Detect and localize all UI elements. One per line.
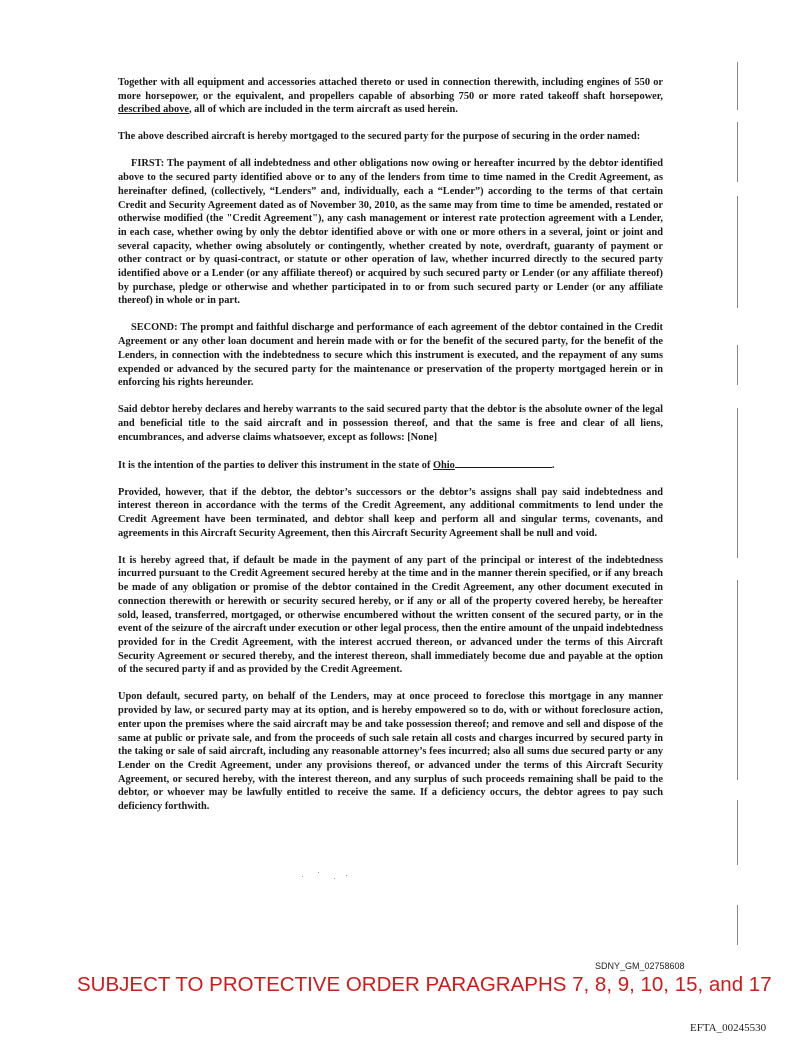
document-body [118,76,663,827]
bates-number: SDNY_GM_02758608 [595,961,685,971]
scan-speck [346,875,347,876]
paragraph-state-of-delivery: It is the intention of the parties to deliver this instrument in the state of Ohio . [118,459,555,471]
blank-fill-line [455,458,552,468]
scan-edge-mark [737,905,738,945]
scan-edge-mark [737,580,738,780]
scan-speck [302,876,303,877]
paragraph-proviso: Provided, however, that if the debtor, the debtor’s successors or the debtor’s assigns shall pay said indebtedness and interest thereon in accordance with the terms of the Credit Agreement, any additional commitments to lend under the Credit Agreement have been terminated, and debtor shall keep and perform all and singular terms, covenants, and agreements in this Aircraft Security Agreement, then this Aircraft Security Agreement shall be null and void. [118,486,663,539]
scan-edge-mark [737,196,738,308]
underlined-phrase: described above [118,104,189,116]
paragraph-second: SECOND: The prompt and faithful discharge and performance of each agreement of the debtor contained in the Credit Agreement or any other loan document and herein made with or for the benefit of the secured party, for the benefit of the Lenders, in connection with the indebtedness to secure which this instrument is executed, and the repayment of any sums expended or advanced by the secured party for the maintenance or preservation of the property mortgaged herein or in enforcing his rights hereunder. [118,322,663,389]
paragraph-default: It is hereby agreed that, if default be made in the payment of any part of the principal or interest of the indebtedness incurred pursuant to the Credit Agreement secured hereby at the time and in the manner therein specified, or if any breach be made of any obligation or promise of the debtor contained in the Credit Agreement, any other document executed in connection therewith or herewith or security secured hereby, or if any or all of the property covered hereby, be hereafter sold, leased, transferred, mortgaged, or otherwise encumbered without the written consent of the secured party, or in the event of the seizure of the aircraft under execution or other legal process, then the entire amount of the unpaid indebtedness provided for in the Credit Agreement, with the interest accrued thereon, or advanced under the terms of this Aircraft Security Agreement or secured thereby, and the interest thereon, shall immediately become due and payable at the option of the secured party if and as provided by the Credit Agreement. [118,554,663,676]
protective-order-stamp: SUBJECT TO PROTECTIVE ORDER PARAGRAPHS 7, 8, 9, 10, 15, and 17 [77,973,772,996]
paragraph-warranty: Said debtor hereby declares and hereby warrants to the said secured party that the debtor is the absolute owner of the legal and beneficial title to the said aircraft and in possession thereof, and that the same is free and clear of all liens, encumbrances, and adverse claims whatsoever, except as follows: [None] [118,404,663,443]
scan-speck [334,878,335,879]
scan-edge-mark [737,122,738,182]
scan-speck [318,872,319,873]
paragraph-remedies: Upon default, secured party, on behalf of the Lenders, may at once proceed to foreclose this mortgage in any manner provided by law, or secured party may at its option, and is hereby empowered so to do, with or without foreclosure action, enter upon the premises where the said aircraft may be and take possession thereof; and remove and sell and dispose of the same at public or private sale, and from the proceeds of such sale retain all costs and charges incurred by secured party in the taking or sale of said aircraft, including any reasonable attorney’s fees incurred; also all sums due secured party or any Lender on the Credit Agreement, under any provisions thereof, or advanced under the terms of this Aircraft Security Agreement, or secured hereby, with the interest thereon, and any surplus of such proceeds remaining shall be paid to the debtor, or whoever may be lawfully entitled to receive the same. If a deficiency occurs, the debtor agrees to pay such deficiency forthwith. [118,691,663,813]
scan-edge-mark [737,408,738,558]
state-name: Ohio [432,459,455,471]
efta-number: EFTA_00245530 [690,1022,767,1034]
paragraph-equipment: Together with all equipment and accessories attached thereto or used in connection therewith, including engines of 550 or more horsepower, or the equivalent, and propellers capable of absorbing 750 or more rated takeoff shaft horsepower, described above, all of which are included in the term aircraft as used herein. [118,77,663,116]
paragraph-mortgage-purpose: The above described aircraft is hereby mortgaged to the secured party for the purpose of securing in the order named: [118,131,641,143]
scan-edge-mark [737,345,738,385]
scan-edge-mark [737,800,738,865]
scan-edge-mark [737,62,738,110]
paragraph-first: FIRST: The payment of all indebtedness and other obligations now owing or hereafter incurred by the debtor identified above to the secured party identified above or to any of the lenders from time to time named in the Credit Agreement, as hereinafter defined, (collectively, “Lenders” and, individually, each a “Lender”) according to the terms of that certain Credit and Security Agreement dated as of November 30, 2010, as the same may from time to time be amended, restated or otherwise modified (the "Credit Agreement"), any cash management or interest rate protection agreement with a Lender, in each case, whether owing by only the debtor identified above or with one or more others in a several, joint or joint and several capacity, whether owing absolutely or contingently, whether created by note, overdraft, guaranty of payment or other contract or by quasi-contract, or statute or other operation of law, whether incurred directly to the secured party identified above or a Lender (or any affiliate thereof) or acquired by such secured party or Lender (or any affiliate thereof) by purchase, pledge or otherwise and whether participated in to or from such secured party or Lender (or any affiliate thereof) in whole or in part. [118,158,663,307]
